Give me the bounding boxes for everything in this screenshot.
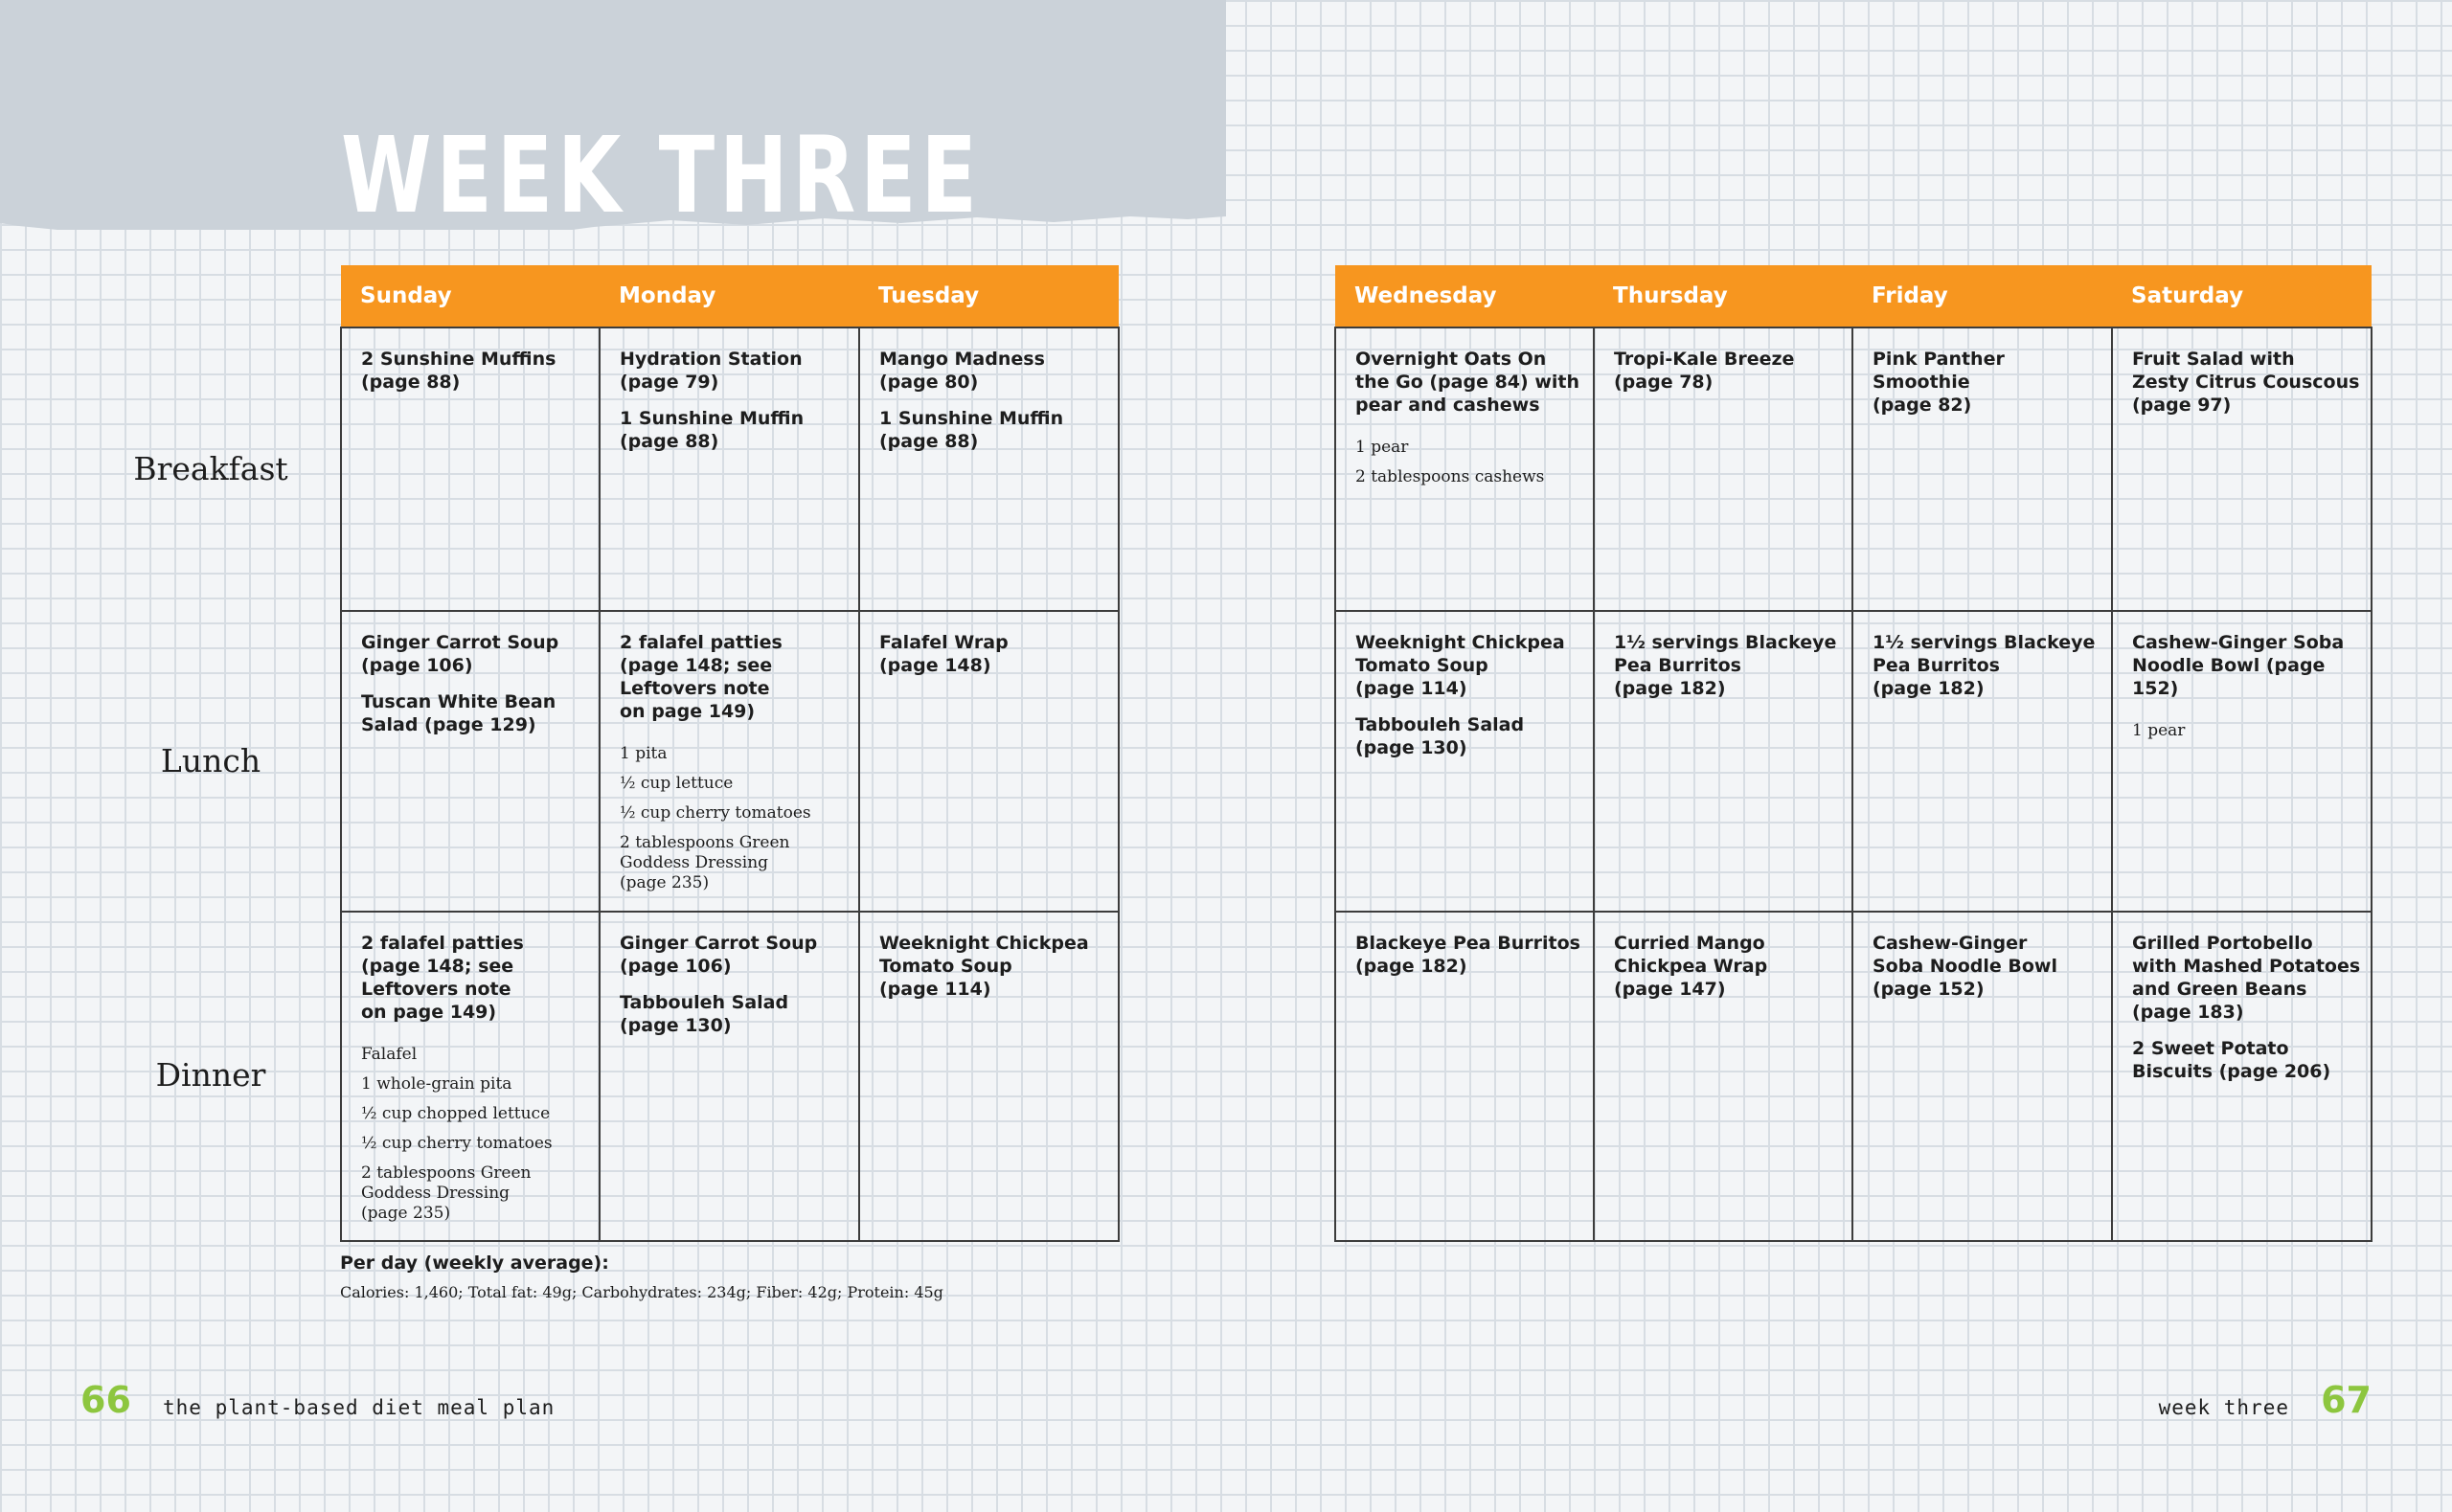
day-header-friday: Friday <box>1852 265 2112 327</box>
meal-item: Falafel Wrap (page 148) <box>879 632 1009 676</box>
meal-item: Ginger Carrot Soup (page 106) <box>361 632 559 676</box>
row-label-lunch: Lunch <box>160 742 261 779</box>
meal-table-left <box>340 265 1120 1242</box>
dinner-row <box>1335 912 2372 1241</box>
meal-detail: Falafel <box>361 1045 418 1064</box>
row-label-dinner: Dinner <box>155 1056 266 1094</box>
meal-cell <box>859 611 1119 912</box>
day-header-saturday: Saturday <box>2112 265 2372 327</box>
meal-table-right <box>1334 265 2373 1242</box>
meal-item: 1½ servings Blackeye Pea Burritos (page 182) <box>1873 632 2096 699</box>
day-header-tuesday: Tuesday <box>859 265 1119 327</box>
meal-cell <box>2112 611 2372 912</box>
meal-item: 2 falafel patties (page 148; see Leftovers note on page 149) <box>361 933 524 1023</box>
meal-detail: 1 whole-grain pita <box>361 1074 512 1094</box>
nutrition-heading: Per day (weekly average): <box>340 1252 609 1274</box>
meal-cell <box>1335 912 1594 1241</box>
meal-item: Cashew-Ginger Soba Noodle Bowl (page 152) <box>2132 632 2345 699</box>
breakfast-row <box>341 327 1119 611</box>
meal-item: Weeknight Chickpea Tomato Soup (page 114) <box>1355 632 1565 699</box>
lunch-row <box>341 611 1119 912</box>
meal-item: Mango Madness (page 80) <box>879 349 1045 393</box>
meal-item: Weeknight Chickpea Tomato Soup (page 114) <box>879 933 1089 1000</box>
page-number-left: 66 <box>80 1379 131 1421</box>
meal-cell <box>341 611 600 912</box>
meal-cell <box>1852 611 2112 912</box>
meal-detail: ½ cup cherry tomatoes <box>620 803 811 823</box>
meal-detail: 1 pear <box>1355 438 1409 457</box>
day-header-row <box>341 265 1119 327</box>
meal-cell <box>1335 611 1594 912</box>
meal-item: Fruit Salad with Zesty Citrus Couscous (page 97) <box>2132 349 2360 416</box>
meal-cell <box>1335 327 1594 611</box>
meal-item: Pink Panther Smoothie (page 82) <box>1873 349 2005 416</box>
meal-cell <box>600 327 859 611</box>
meal-item: Ginger Carrot Soup (page 106) <box>620 933 818 977</box>
meal-detail: 1 pear <box>2132 721 2186 740</box>
meal-item: Grilled Portobello with Mashed Potatoes and Green Beans (page 183) <box>2132 933 2361 1023</box>
meal-detail: 1 pita <box>620 744 668 763</box>
nutrition-text: Calories: 1,460; Total fat: 49g; Carbohydrates: 234g; Fiber: 42g; Protein: 45g <box>340 1283 943 1301</box>
meal-item: 1 Sunshine Muffin (page 88) <box>620 408 805 452</box>
meal-item: 2 Sweet Potato Biscuits (page 206) <box>2132 1038 2331 1082</box>
meal-item: Tropi-Kale Breeze (page 78) <box>1614 349 1795 393</box>
footer-right-text: week three <box>2158 1396 2289 1419</box>
day-header-sunday: Sunday <box>341 265 600 327</box>
meal-item: Hydration Station (page 79) <box>620 349 803 393</box>
meal-cell <box>1852 912 2112 1241</box>
meal-cell <box>341 912 600 1241</box>
meal-detail: ½ cup lettuce <box>620 774 734 793</box>
day-header-monday: Monday <box>600 265 859 327</box>
meal-cell <box>600 611 859 912</box>
day-header-thursday: Thursday <box>1594 265 1852 327</box>
meal-cell <box>1594 327 1852 611</box>
meal-cell <box>600 912 859 1241</box>
footer-left-text: the plant-based diet meal plan <box>163 1396 556 1419</box>
meal-item: 2 falafel patties (page 148; see Leftovers note on page 149) <box>620 632 783 722</box>
meal-item: Blackeye Pea Burritos (page 182) <box>1355 933 1580 977</box>
day-header-wednesday: Wednesday <box>1335 265 1594 327</box>
meal-item: Tabbouleh Salad (page 130) <box>620 992 789 1036</box>
meal-detail: ½ cup cherry tomatoes <box>361 1134 553 1153</box>
meal-item: 2 Sunshine Muffins (page 88) <box>361 349 556 393</box>
meal-detail: 2 tablespoons cashews <box>1355 467 1545 486</box>
page-title: WEEK THREE <box>341 114 982 237</box>
page-number-right: 67 <box>2321 1379 2372 1421</box>
meal-item: Curried Mango Chickpea Wrap (page 147) <box>1614 933 1768 1000</box>
meal-item: 1½ servings Blackeye Pea Burritos (page 182) <box>1614 632 1837 699</box>
day-header-row <box>1335 265 2372 327</box>
meal-cell <box>2112 327 2372 611</box>
meal-item: Tabbouleh Salad (page 130) <box>1355 714 1525 758</box>
meal-cell <box>859 327 1119 611</box>
lunch-row <box>1335 611 2372 912</box>
meal-cell <box>859 912 1119 1241</box>
meal-item: Tuscan White Bean Salad (page 129) <box>361 691 556 735</box>
meal-cell <box>1594 912 1852 1241</box>
breakfast-row <box>1335 327 2372 611</box>
meal-cell <box>2112 912 2372 1241</box>
meal-item: Overnight Oats On the Go (page 84) with pear and cashews <box>1355 349 1579 416</box>
row-label-breakfast: Breakfast <box>133 450 288 487</box>
meal-detail: ½ cup chopped lettuce <box>361 1104 551 1123</box>
meal-detail: 2 tablespoons Green Goddess Dressing (page 235) <box>620 833 790 892</box>
meal-item: Cashew-Ginger Soba Noodle Bowl (page 152) <box>1873 933 2057 1000</box>
meal-cell <box>1594 611 1852 912</box>
meal-item: 1 Sunshine Muffin (page 88) <box>879 408 1064 452</box>
meal-cell <box>341 327 600 611</box>
dinner-row <box>341 912 1119 1241</box>
meal-detail: 2 tablespoons Green Goddess Dressing (page 235) <box>361 1163 532 1223</box>
meal-cell <box>1852 327 2112 611</box>
